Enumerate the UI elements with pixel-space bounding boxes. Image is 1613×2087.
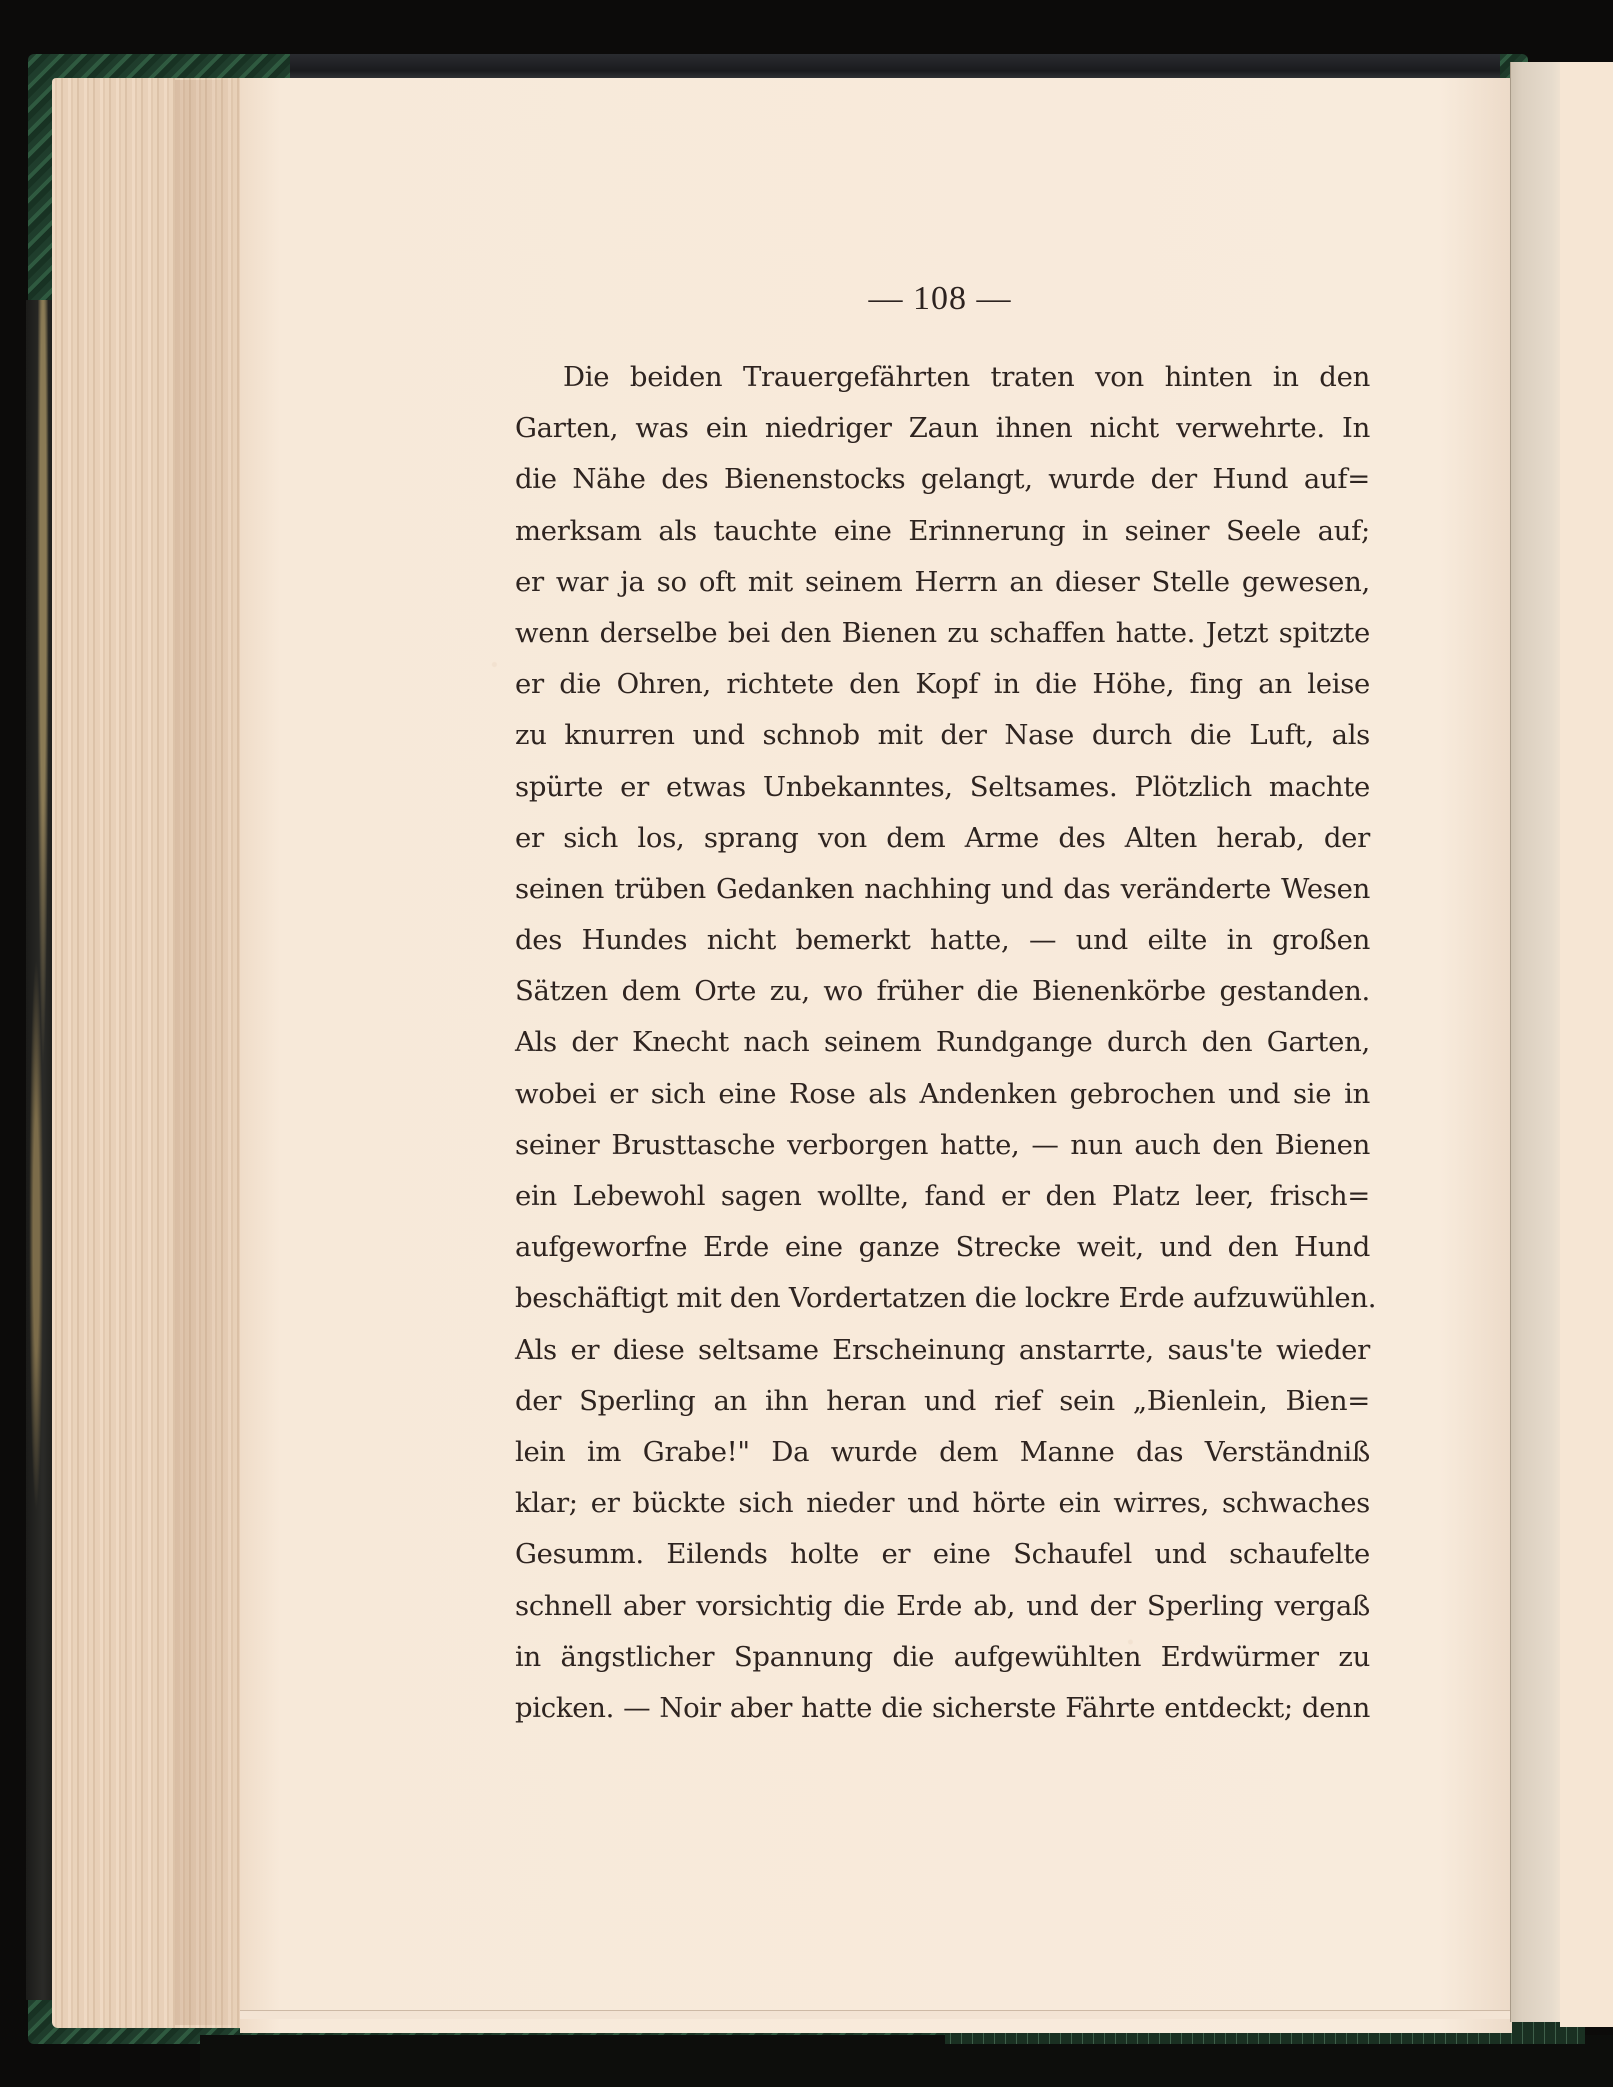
text-line: er die Ohren, richtete den Kopf in die Höhe, fing an leise [515, 668, 1370, 701]
text-line: aufgeworfne Erde eine ganze Strecke weit, und den Hund [515, 1231, 1370, 1264]
text-line: Als er diese seltsame Erscheinung anstarrte, saus'te wieder [515, 1333, 1370, 1366]
text-line: picken. — Noir aber hatte die sicherste Fährte entdeckt; denn [515, 1691, 1370, 1724]
text-line: lein im Grabe!" Da wurde dem Manne das Verständniß [515, 1435, 1370, 1468]
text-line: Garten, was ein niedriger Zaun ihnen nicht verwehrte. In [515, 412, 1370, 445]
text-line: schnell aber vorsichtig die Erde ab, und der Sperling vergaß [515, 1589, 1370, 1622]
text-line: beschäftigt mit den Vordertatzen die lockre Erde aufzuwühlen. [515, 1282, 1377, 1315]
text-line: Die beiden Trauergefährten traten von hinten in den [563, 361, 1370, 393]
text-line: spürte er etwas Unbekanntes, Seltsames. Plötzlich machte [515, 770, 1370, 803]
text-line: seiner Brusttasche verborgen hatte, — nun auch den Bienen [515, 1128, 1370, 1161]
text-line: merksam als tauchte eine Erinnerung in seiner Seele auf; [515, 514, 1370, 547]
text-line: Gesumm. Eilends holte er eine Schaufel und schaufelte [515, 1538, 1370, 1571]
text-line: er war ja so oft mit seinem Herrn an dieser Stelle gewesen, [515, 565, 1370, 598]
page-number: — 108 — [868, 280, 1012, 317]
text-line: der Sperling an ihn heran und rief sein „Bienlein, Bien= [515, 1384, 1370, 1417]
text-line: wenn derselbe bei den Bienen zu schaffen hatte. Jetzt spitzte [515, 616, 1370, 649]
book-gutter [1510, 62, 1561, 2022]
text-line: Sätzen dem Orte zu, wo früher die Bienenkörbe gestanden. [515, 975, 1370, 1008]
page-stack-shadow [175, 80, 245, 2025]
text-line: seinen trüben Gedanken nachhing und das veränderte Wesen [515, 872, 1370, 905]
text-line: ein Lebewohl sagen wollte, fand er den Platz leer, frisch= [515, 1180, 1370, 1212]
body-text [515, 352, 1377, 1734]
text-line: Als der Knecht nach seinem Rundgange durch den Garten, [515, 1026, 1370, 1059]
text-line: wobei er sich eine Rose als Andenken gebrochen und sie in [515, 1077, 1370, 1110]
book-page-right-sliver [1560, 62, 1613, 2027]
text-line: des Hundes nicht bemerkt hatte, — und eilte in großen [515, 924, 1370, 957]
page-bottom-edge [240, 2010, 1512, 2019]
text-line: er sich los, sprang von dem Arme des Alten herab, der [515, 821, 1370, 854]
text-line: klar; er bückte sich nieder und hörte ein wirres, schwaches [515, 1487, 1370, 1520]
text-line: zu knurren und schnob mit der Nase durch die Luft, als [515, 719, 1370, 752]
text-line: die Nähe des Bienenstocks gelangt, wurde der Hund auf= [515, 463, 1370, 496]
text-line: in ängstlicher Spannung die aufgewühlten Erdwürmer zu [515, 1640, 1370, 1673]
